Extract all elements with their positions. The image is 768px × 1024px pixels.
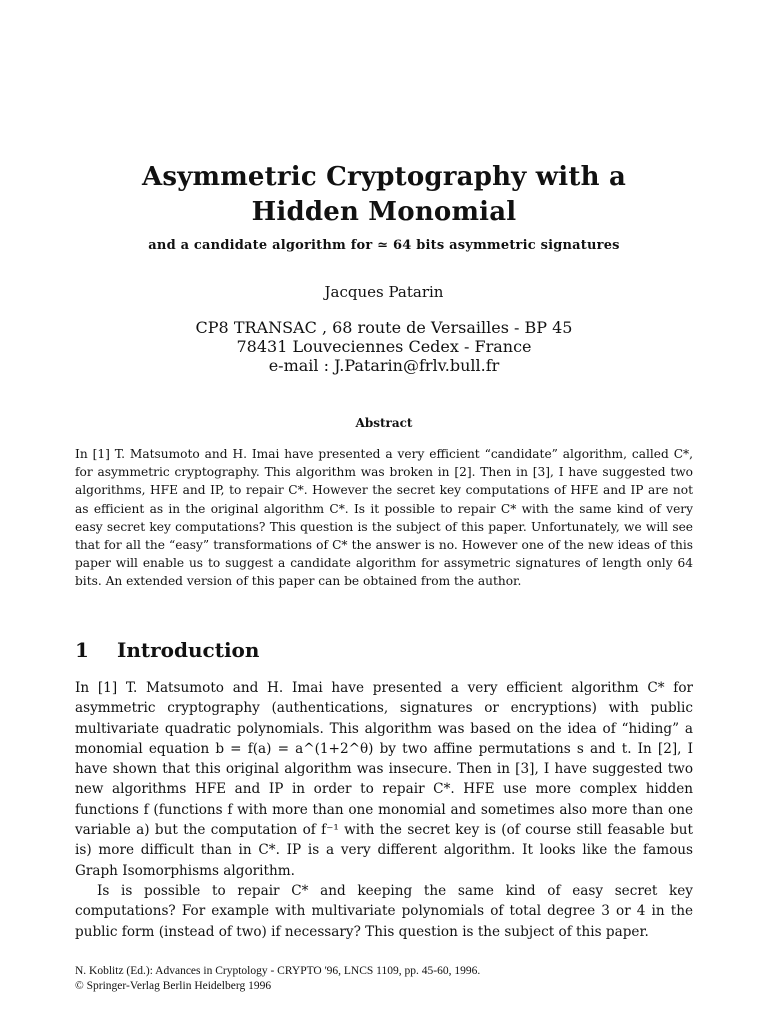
publication-footer [75, 964, 480, 994]
author-name: Jacques Patarin [324, 283, 444, 301]
email-line: e-mail : J.Patarin@frlv.bull.fr [268, 356, 500, 375]
title-line-1: Asymmetric Cryptography with a [141, 162, 627, 192]
section-heading-introduction [75, 638, 259, 662]
paper-title [0, 160, 768, 230]
affiliation-line-2: 78431 Louveciennes Cedex - France [236, 337, 532, 356]
title-line-2: Hidden Monomial [251, 197, 517, 227]
affiliation-line-1: CP8 TRANSAC , 68 route de Versailles - BP 45 [195, 318, 573, 337]
abstract-text: In [1] T. Matsumoto and H. Imai have presented a very efficient “candidate” algorithm, called C*, for asymmetric cryptography. This algorithm was broken in [2]. Then in [3], I have suggested two algorithms, HFE and IP, to repair C*. However the secret key computations of HFE and IP are not as efficient as in the original algorithm C*. Is it possible to repair C* with the same kind of very easy secret key computations? This question is the subject of this paper. Unfortunately, we will see that for all the “easy” transformations of C* the answer is no. However one of the new ideas of this paper will enable us to suggest a candidate algorithm for assymetric signatures of length only 64 bits. An extended version of this paper can be obtained from the author. [75, 447, 693, 589]
abstract-heading: Abstract [355, 416, 413, 430]
section-title: Introduction [117, 638, 260, 662]
footer-copyright: © Springer-Verlag Berlin Heidelberg 1996 [75, 980, 272, 992]
section-number: 1 [75, 638, 89, 662]
intro-paragraph-1: In [1] T. Matsumoto and H. Imai have presented a very efficient algorithm C* for asymmetric cryptography (authentications, signatures or encryptions) with public multivariate quadratic polynomials. This algorithm was based on the idea of “hiding” a monomial equation b = f(a) = a^(1+2^θ) by two affine permutations s and t. In [2], I have shown that this original algorithm was insecure. Then in [3], I have suggested two new algorithms HFE and IP in order to repair C*. HFE use more complex hidden functions f (functions f with more than one monomial and sometimes also more than one variable a) but the computation of f⁻¹ with the secret key is (of course still feasable but is) more difficult than in C*. IP is a very different algorithm. It looks like the famous Graph Isomorphisms algorithm. [75, 680, 693, 879]
footer-citation: N. Koblitz (Ed.): Advances in Cryptology - CRYPTO '96, LNCS 1109, pp. 45-60, 1996. [75, 965, 481, 977]
introduction-body [75, 678, 693, 942]
intro-paragraph-2: Is is possible to repair C* and keeping the same kind of easy secret key computations? For example with multivariate polynomials of total degree 3 or 4 in the public form (instead of two) if necessary? This question is the subject of this paper. [75, 882, 693, 940]
paper-subtitle: and a candidate algorithm for ≃ 64 bits asymmetric signatures [148, 238, 620, 253]
author-affiliation [0, 318, 768, 375]
